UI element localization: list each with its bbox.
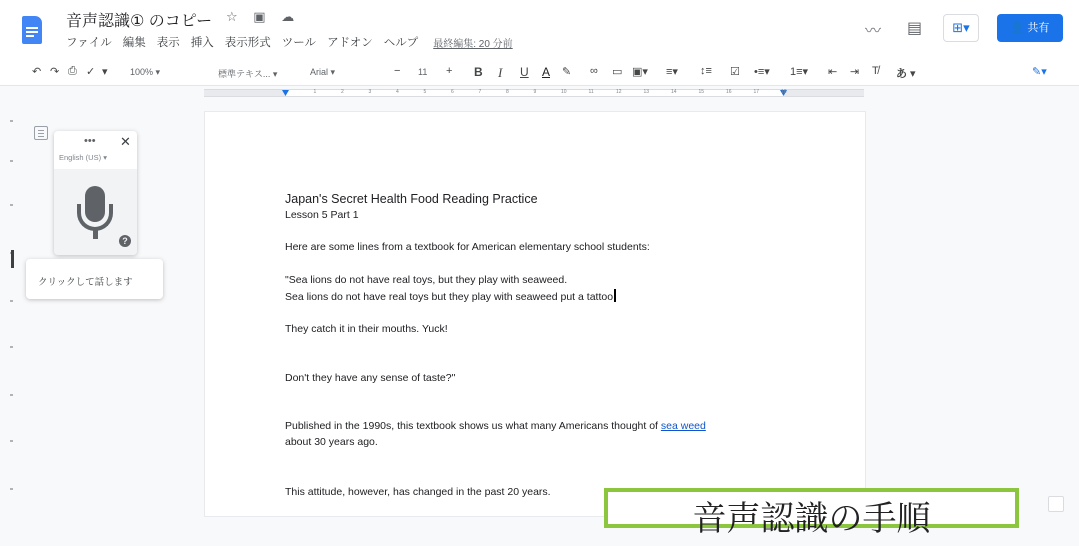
zoom-value: 100% [130, 67, 154, 77]
comments-icon[interactable]: ▤ [907, 20, 923, 37]
input-tools-button[interactable]: あ ▾ [896, 68, 916, 80]
style-select[interactable]: 標準テキス... ▾ [218, 69, 278, 79]
text-cursor [614, 289, 616, 302]
catch-line: They catch it in their mouths. Yuck! [285, 323, 448, 335]
published-line [285, 419, 706, 434]
voice-typing-tooltip: クリックして話します [26, 259, 163, 299]
ruler-tick: 16 [726, 89, 732, 95]
style-value: 標準テキス... [218, 69, 271, 79]
language-select[interactable]: English (US) ▾ [59, 153, 107, 162]
ruler-tick: 11 [588, 89, 594, 95]
highlight-icon[interactable]: ✎ [562, 66, 572, 78]
google-docs-icon[interactable] [22, 16, 42, 44]
decrease-indent-icon[interactable]: ⇤ [828, 66, 838, 78]
document-outline-icon[interactable] [34, 126, 48, 140]
align-icon[interactable]: ≡▾ [666, 66, 678, 78]
print-icon[interactable]: ⎙ [68, 65, 77, 77]
input-tool-label: あ [896, 68, 907, 80]
quote-line-1: "Sea lions do not have real toys, but they play with seaweed. [285, 274, 568, 286]
ruler-tick: 9 [533, 89, 537, 95]
zoom-select[interactable]: 100% ▾ [130, 67, 161, 77]
overlay-caption: 音声認識の手順 [604, 488, 1019, 528]
title-bar [0, 0, 1079, 58]
voice-typing-panel [54, 131, 137, 255]
ruler-tick: 7 [478, 89, 482, 95]
vertical-ruler-marker [11, 250, 14, 268]
ruler-tick: 3 [368, 89, 372, 95]
person-add-icon: 👤 [1010, 22, 1025, 34]
ruler-tick: 15 [698, 89, 705, 95]
image-icon[interactable]: ▣▾ [632, 66, 648, 78]
menu-format[interactable]: 表示形式 [224, 37, 271, 49]
checklist-icon[interactable]: ☑ [730, 66, 740, 78]
present-icon: ⊞▾ [952, 20, 970, 35]
document-page[interactable] [205, 112, 865, 516]
help-icon[interactable]: ? [119, 235, 131, 247]
share-label: 共有 [1027, 22, 1050, 34]
present-button[interactable] [943, 14, 979, 42]
language-value: English (US) [59, 153, 102, 162]
sea-weed-link[interactable]: sea weed [660, 420, 706, 432]
bold-icon[interactable]: B [474, 65, 483, 79]
vertical-ruler [10, 100, 14, 516]
horizontal-ruler [0, 86, 1079, 100]
link-icon[interactable]: ∞ [590, 65, 598, 77]
ruler-tick: 14 [671, 89, 677, 95]
menu-insert[interactable]: 挿入 [190, 37, 214, 49]
menu-addons[interactable]: アドオン [327, 37, 373, 49]
ruler-tick: 10 [561, 89, 567, 95]
intro-paragraph: Here are some lines from a textbook for American elementary school students: [285, 241, 650, 253]
formatting-toolbar [0, 58, 1079, 86]
ruler-tick: 8 [506, 89, 509, 95]
microphone-button[interactable] [54, 169, 137, 255]
menu-file[interactable]: ファイル [66, 37, 112, 49]
ruler-tick: 5 [423, 89, 427, 95]
dictated-text: Sea lions do not have real toys but they play with seaweed put a tattoo [285, 291, 614, 303]
drag-handle-icon[interactable]: ••• [84, 135, 96, 147]
explore-button[interactable] [1048, 496, 1064, 512]
taste-line: Don't they have any sense of taste?" [285, 372, 456, 384]
move-folder-icon[interactable]: ▣ [253, 9, 266, 24]
line-spacing-icon[interactable]: ↕≡ [700, 65, 712, 77]
lesson-line: Lesson 5 Part 1 [285, 209, 359, 221]
share-button[interactable] [997, 14, 1063, 42]
increase-indent-icon[interactable]: ⇥ [850, 66, 860, 78]
undo-icon[interactable]: ↶ [32, 66, 42, 78]
menu-edit[interactable]: 編集 [122, 37, 146, 49]
activity-trend-icon[interactable]: 〰 [865, 23, 882, 40]
menu-tools[interactable]: ツール [281, 37, 317, 49]
bulleted-list-icon[interactable]: •≡▾ [754, 66, 770, 78]
ruler-tick: 4 [396, 89, 399, 95]
microphone-icon-cup [77, 204, 113, 231]
editing-mode-icon[interactable]: ✎▾ [1032, 66, 1047, 78]
redo-icon[interactable]: ↷ [50, 66, 60, 78]
font-select[interactable]: Arial ▾ [310, 67, 336, 77]
numbered-list-icon[interactable]: 1≡▾ [790, 66, 809, 78]
comment-icon[interactable]: ▭ [612, 66, 623, 78]
star-icon[interactable]: ☆ [226, 9, 238, 24]
microphone-icon-stem [93, 229, 98, 239]
document-heading: Japan's Secret Health Food Reading Practice [285, 192, 538, 206]
text-color-icon[interactable]: A [542, 65, 551, 79]
published-line-2: about 30 years ago. [285, 436, 378, 448]
last-edit-link[interactable]: 最終編集: 20 分前 [433, 39, 513, 50]
cloud-status-icon[interactable]: ☁ [281, 9, 295, 24]
menu-view[interactable]: 表示 [156, 37, 180, 49]
spellcheck-icon[interactable]: ✓ [86, 66, 96, 78]
ruler-tick: 12 [616, 89, 622, 95]
font-size-input[interactable]: 11 [418, 67, 428, 77]
close-icon[interactable]: ✕ [120, 134, 131, 149]
underline-icon[interactable]: U [520, 65, 529, 79]
font-value: Arial [310, 67, 329, 77]
title-icon-group [226, 9, 306, 25]
ruler-tick: 17 [753, 89, 760, 95]
ruler-tick: 13 [643, 89, 650, 95]
ruler-tick: 18 [781, 89, 787, 95]
attitude-line: This attitude, however, has changed in the past 20 years. [285, 486, 551, 498]
ruler-left-margin [204, 90, 286, 96]
ruler-track[interactable] [204, 89, 864, 97]
italic-icon[interactable]: I [498, 65, 503, 80]
ruler-tick: 1 [313, 89, 317, 95]
header-actions [849, 10, 1079, 46]
font-size-increase-icon[interactable]: + [446, 65, 453, 77]
menu-help[interactable]: ヘルプ [383, 37, 419, 49]
ruler-tick: 2 [341, 89, 344, 95]
ruler-right-margin [784, 90, 864, 96]
clear-formatting-icon[interactable]: T̸ [872, 65, 879, 77]
paint-format-icon[interactable]: ▾ [102, 66, 108, 78]
ruler-tick: 6 [451, 89, 454, 95]
quote-line-2 [285, 289, 616, 305]
published-text: Published in the 1990s, this textbook shows us what many Americans thought of [285, 420, 661, 432]
font-size-decrease-icon[interactable]: − [394, 65, 401, 77]
document-title[interactable]: 音声認識① のコピー [66, 13, 213, 30]
menu-bar [66, 34, 513, 50]
